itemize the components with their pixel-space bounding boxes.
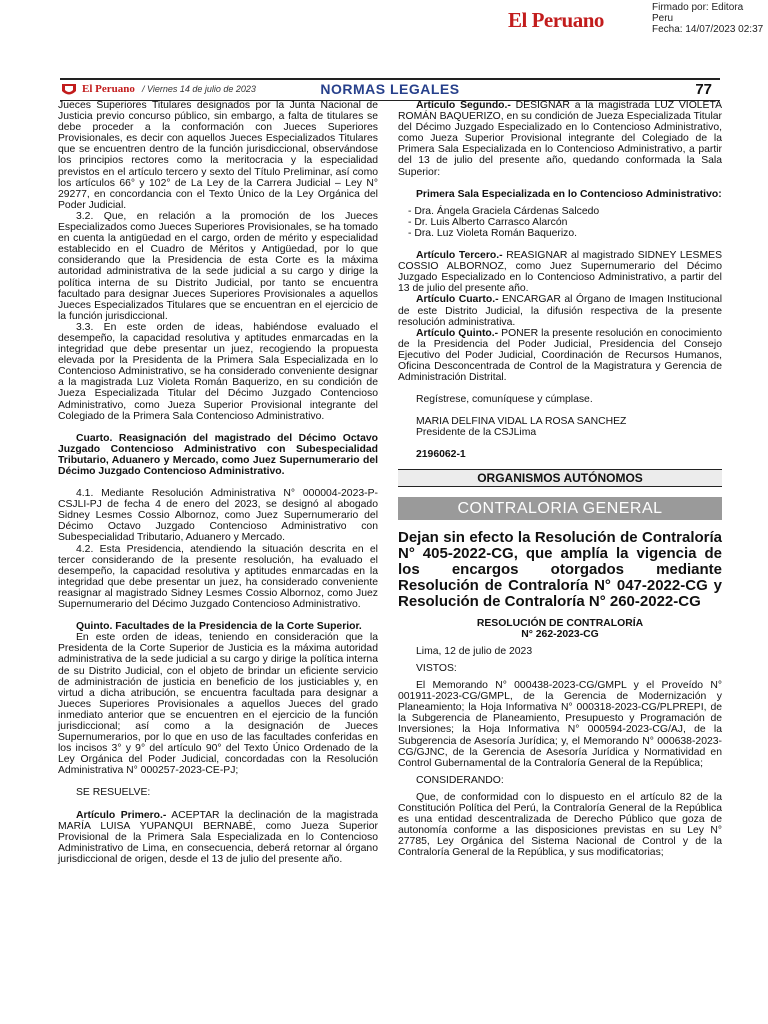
page-number: 77 bbox=[695, 81, 712, 98]
article-text: ENCARGAR al Órgano de Imagen Institucional de este Distrito Judicial, la difusión respectiva de la presente resolución administrativa. bbox=[398, 294, 723, 328]
article-text: DESIGNAR a la magistrada LUZ VIOLETA ROMÁN BAQUERIZO, en su condición de Jueza Especializada Titular del Décimo Juzgado Especializado en lo Contencioso Administrativo, como Jueza Superior Provisional integrante del Colegiado de la Primera Sala Especializada en lo Contencioso Administrativo, a partir del 13 de julio del presente año, quedando conformada la Sala Superior: bbox=[398, 100, 722, 178]
right-column bbox=[398, 100, 722, 859]
article bbox=[398, 328, 722, 383]
paragraph: Jueces Superiores Titulares designados por la Junta Nacional de Justicia previo concurso público, sin embargo, a falta de titulares se debe proceder a la conformación con Jueces Superiores Provisionales, es decir con aquellos Jueces Especializados Titulares que se encuentren dentro de la función jurisdiccional, observándose los principios rectores como la meritocracia y la especialidad previstos en el artículo tercero y sexto del Título Preliminar, así como los artículos 66° y 102° de La Ley de la Carrera Judicial – Ley N° 29277, en concordancia con el Texto Único de la Ley Orgánica del Poder Judicial. bbox=[58, 100, 378, 211]
newspaper-name: El Peruano bbox=[82, 83, 135, 95]
article-label: Artículo Primero.- bbox=[76, 809, 167, 821]
article-label: Artículo Tercero.- bbox=[416, 250, 503, 262]
list-item: - Dra. Ángela Graciela Cárdenas Salcedo bbox=[408, 205, 600, 217]
resolution-title: RESOLUCIÓN DE CONTRALORÍA bbox=[476, 617, 644, 629]
publication-code: 2196062-1 bbox=[416, 449, 466, 461]
paragraph: Que, de conformidad con lo dispuesto en el artículo 82 de la Constitución Política del Perú, la Contraloría General de la República es una entidad descentralizada de Derecho Público que goza de autonomía conforme a las disposiciones previstas en su Ley N° 27785, Ley Orgánica del Sistema Nacional de Control y de la Contraloría General de la República, y sus modificatorias; bbox=[398, 791, 722, 859]
list-item: - Dr. Luis Alberto Carrasco Alarcón bbox=[408, 216, 568, 228]
article-label: Artículo Cuarto.- bbox=[416, 294, 499, 306]
member-list bbox=[398, 206, 722, 239]
signature-line: Firmado por: Editora bbox=[652, 2, 744, 13]
article bbox=[58, 810, 378, 865]
paragraph: 4.2. Esta Presidencia, atendiendo la situación descrita en el tercer considerando de la presente resolución, ha evaluado el desempeño, la capacidad resolutiva y aptitudes enmarcadas en la integridad que debe presentar un juez, ha considerado conveniente reasignar al magistrado Sidney Lesmes Cossio Albornoz, como Juez Supernumerario del Décimo Juzgado Contencioso Administrativo. bbox=[58, 543, 378, 611]
left-column bbox=[58, 100, 378, 865]
article-text: ACEPTAR la declinación de la magistrada MARÍA LUISA YUPANQUI BERNABÉ, como Jueza Superior Provisional de la Primera Sala Especializada en lo Contencioso Administrativo de Lima, en consecuencia, deberá retornar al órgano jurisdiccional de origen, desde el 13 de julio del presente año. bbox=[58, 809, 378, 865]
vistos-label: VISTOS: bbox=[416, 663, 457, 674]
article-text: REASIGNAR al magistrado SIDNEY LESMES COSSIO ALBORNOZ, como Juez Supernumerario del Décimo Juzgado Especializado en lo Contencioso Administrativo, a partir del 13 de julio del presente año. bbox=[398, 250, 723, 295]
article bbox=[398, 250, 722, 294]
signature-line: Peru bbox=[652, 13, 674, 24]
paragraph: 3.3. En este orden de ideas, habiéndose evaluado el desempeño, la capacidad resolutiva y aptitudes enmarcadas en la integridad que debe presentar un juez, recogiendo la propuesta elevada por la Presidenta de la Primera Sala Especializada en lo Contencioso Administrativo, se ha considerado conveniente designar a la magistrada Luz Violeta Román Baquerizo, en su condición de Jueza Especializada Titular del Décimo Juzgado Contencioso Administrativo, como Jueza Superior Provisional integrante del Colegiado de la Primera Sala Contencioso Administrativo. bbox=[58, 321, 378, 422]
paragraph: En este orden de ideas, teniendo en consideración que la Presidenta de la Corte Superior de Justicia es la máxima autoridad administrativa de la sede judicial a su cargo y dirige la política interna de su Distrito Judicial, con el objeto de brindar un eficiente servicio de administración de justicia en beneficio de los justiciables y, en virtud a dicha atribución, se encuentra facultada para designar a Jueces Superiores Provisionales a aquellos Jueces del grado inmediato anterior que se encuentren en el ejercicio de la función jurisdiccional; así como a la designación de Jueces Supernumerarios, por lo que en uso de las facultades conferidas en los incisos 3° y 9° del artículo 90° del Texto Único Ordenado de la Ley Orgánica del Poder Judicial, concordadas con la Resolución Administrativa N° 000257-2023-CE-PJ; bbox=[58, 632, 378, 777]
place-date: Lima, 12 de julio de 2023 bbox=[416, 645, 533, 657]
section-heading: Quinto. Facultades de la Presidencia de la Corte Superior. bbox=[76, 621, 362, 633]
considerando-label: CONSIDERANDO: bbox=[416, 774, 504, 786]
list-item: - Dra. Luz Violeta Román Baquerizo. bbox=[408, 227, 578, 239]
paragraph: 4.1. Mediante Resolución Administrativa N° 000004-2023-P-CSJLI-PJ de fecha 4 de enero del 2023, se designó al abogado Sidney Lesmes Cossio Albornoz, como Juez Supernumerario del Décimo Octavo Juzgado Contencioso Administrativo con Subespecialidad Tributario, Aduanero y Mercado. bbox=[58, 488, 378, 544]
article-label: Artículo Segundo.- bbox=[416, 100, 511, 111]
page-header bbox=[60, 78, 720, 101]
resolve-label: SE RESUELVE: bbox=[76, 787, 151, 799]
entity-bar: CONTRALORIA GENERAL bbox=[398, 497, 722, 520]
sala-heading: Primera Sala Especializada en lo Contencioso Administrativo: bbox=[416, 188, 722, 200]
article-label: Artículo Quinto.- bbox=[416, 327, 499, 339]
article bbox=[398, 100, 722, 178]
issue-date: / Viernes 14 de julio de 2023 bbox=[142, 84, 256, 94]
closing-formula: Regístrese, comuníquese y cúmplase. bbox=[416, 394, 593, 406]
article-text: PONER la presente resolución en conocimiento de la Presidencia del Poder Judicial, Presidencia del Consejo Ejecutivo del Poder Judicial, Coordinación de Recursos Humanos, Oficina Desconcentrada de Control de la Magistratura y Gerencia de Administración Distrital. bbox=[398, 327, 722, 384]
paragraph: 3.2. Que, en relación a la promoción de los Jueces Especializados como Jueces Superiores Provisionales, se ha tomado en cuenta la antigüedad en el cargo, orden de mérito y especialidad establecido en el Cuadro de Méritos y Antigüedad, por lo que considerando que la Presidencia de esta Corte es la máxima autoridad administrativa de la sede judicial a su cargo y dirige la política interna de su Distrito Judicial, por tanto se encuentra facultado para designar Jueces Superiores Provisionales a aquellos Jueces Especializados Titulares que se encuentran en el ejercicio de la función jurisdiccional. bbox=[58, 210, 378, 322]
article bbox=[398, 294, 722, 327]
section-bar: ORGANISMOS AUTÓNOMOS bbox=[398, 469, 722, 487]
section-title: NORMAS LEGALES bbox=[320, 81, 460, 97]
section-heading: Cuarto. Reasignación del magistrado del Décimo Octavo Juzgado Contencioso Administrativo con Subespecialidad Tributario, Aduanero y Mercado, como Juez Supernumerario del Décimo Juzgado Contencioso Administrativo. bbox=[58, 432, 378, 477]
digital-signature bbox=[652, 2, 768, 35]
signer-title: Presidente de la CSJLima bbox=[416, 427, 537, 439]
signature-logo: El Peruano bbox=[508, 8, 604, 32]
headline: Dejan sin efecto la Resolución de Contraloría N° 405-2022-CG, que amplía la vigencia de los encargos otorgados mediante Resolución de Contraloría N° 047-2022-CG y Resolución de Contraloría N° 260-2022-CG bbox=[398, 528, 722, 610]
signer-name: MARIA DELFINA VIDAL LA ROSA SANCHEZ bbox=[416, 416, 627, 428]
paragraph: El Memorando N° 000438-2023-CG/GMPL y el Proveído N° 001911-2023-CG/GMPL, de la Gerencia de Modernización y Planeamiento; la Hoja Informativa N° 000318-2023-CG/PLPREPI, de la Subgerencia de Planeamiento, Presupuesto y Programación de Inversiones; la Hoja Informativa N° 000594-2023-CG/AJ, de la Subgerencia de Asesoría Jurídica; y, el Memorando N° 000638-2023-CG/GJNC, de la Gerencia de Asesoría Jurídica y Normatividad en Control Gubernamental de la Contraloría General de la República; bbox=[398, 680, 722, 769]
resolution-number: N° 262-2023-CG bbox=[521, 628, 599, 640]
signature-line: Fecha: 14/07/2023 02:37 bbox=[652, 24, 764, 35]
